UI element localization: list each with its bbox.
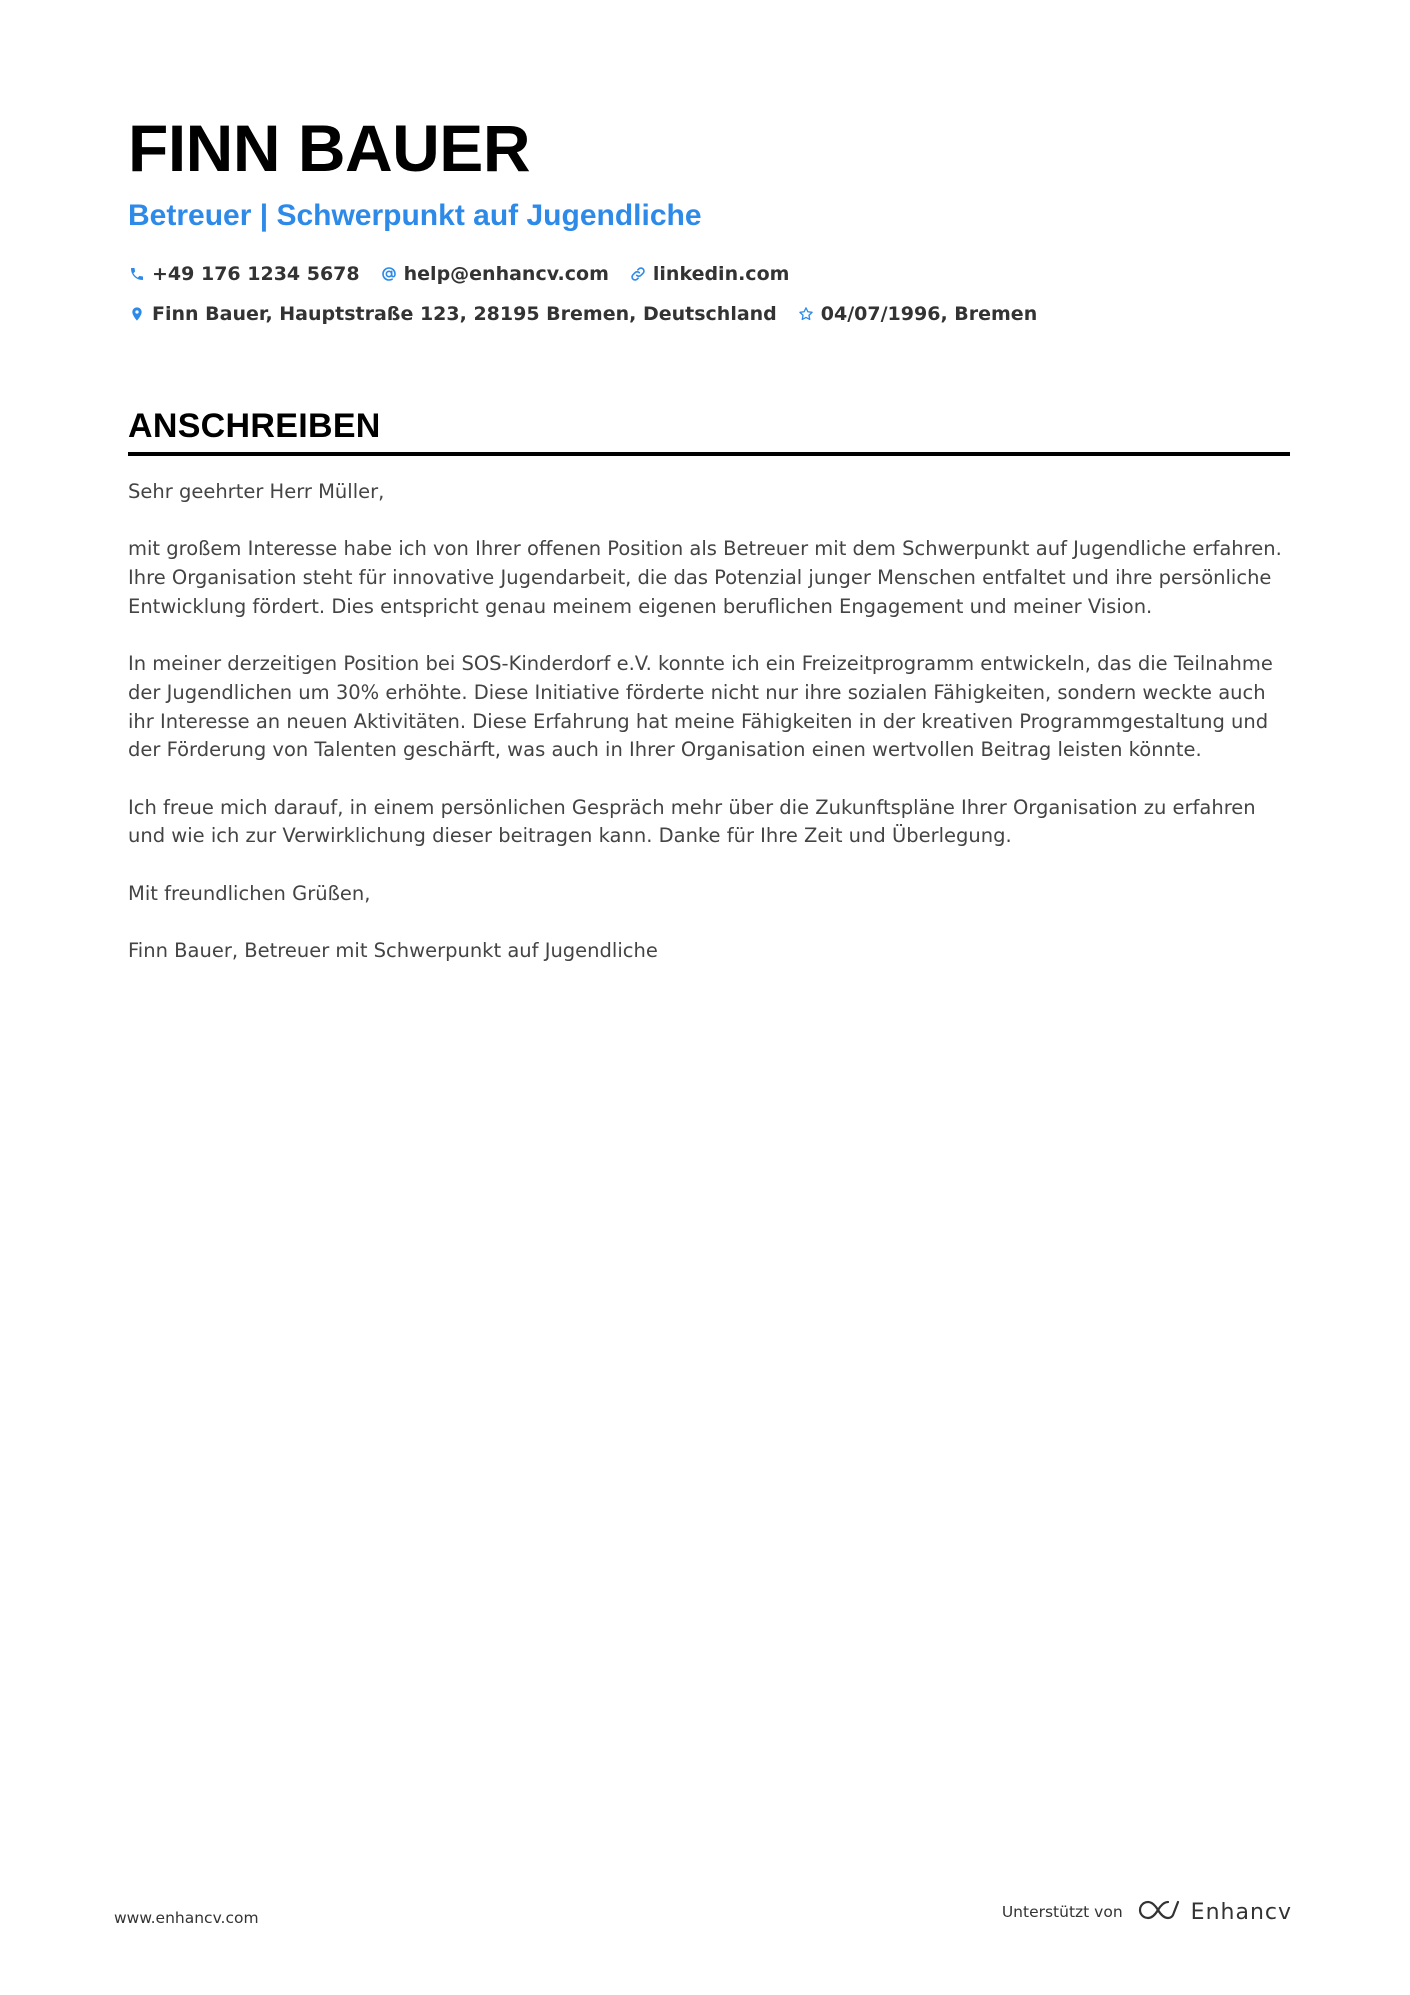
link-icon <box>629 265 647 283</box>
letter-paragraph-2: In meiner derzeitigen Position bei SOS-Kinderdorf e.V. konnte ich ein Freizeitprogramm entwickeln, das die Teilnahme der Jugendlichen um 30% erhöhte. Diese Initiative förderte nicht nur ihre sozialen Fähigkeiten, sondern weckte auch ihr Interesse an neuen Aktivitäten. Diese Erfahrung hat meine Fähigkeiten in der kreativen Programmgestaltung und der Förderung von Talenten geschärft, was auch in Ihrer Organisation einen wertvollen Beitrag leisten könnte. <box>128 652 1273 762</box>
phone-icon <box>128 265 146 283</box>
contact-linkedin <box>629 263 790 285</box>
contact-email <box>380 263 609 285</box>
enhancv-logo-icon <box>1135 1897 1191 1927</box>
letter-greeting: Sehr geehrter Herr Müller, <box>128 480 385 503</box>
birth-text: 04/07/1996, Bremen <box>820 303 1038 325</box>
phone-text: +49 176 1234 5678 <box>152 263 360 285</box>
linkedin-text[interactable]: linkedin.com <box>652 263 790 285</box>
brand-name: Enhancv <box>1190 1899 1292 1925</box>
at-icon <box>380 265 398 283</box>
cover-letter-section <box>128 404 1290 995</box>
footer <box>114 1892 1292 1932</box>
contact-info <box>128 254 1290 334</box>
letter-signature: Finn Bauer, Betreuer mit Schwerpunkt auf Jugendliche <box>128 939 658 963</box>
powered-by-label: Unterstützt von <box>1001 1903 1123 1921</box>
section-title: ANSCHREIBEN <box>128 407 381 445</box>
location-pin-icon <box>128 305 146 323</box>
section-divider <box>128 452 1290 456</box>
footer-brand <box>1002 1897 1292 1927</box>
candidate-name: FINN BAUER <box>128 111 530 185</box>
contact-phone <box>128 263 360 285</box>
contact-address <box>128 303 777 325</box>
header <box>128 108 1290 334</box>
email-text[interactable]: help@enhancv.com <box>403 263 609 285</box>
footer-url[interactable]: www.enhancv.com <box>114 1909 259 1927</box>
address-text: Finn Bauer, Hauptstraße 123, 28195 Bremen, Deutschland <box>152 303 777 325</box>
candidate-title: Betreuer | Schwerpunkt auf Jugendliche <box>128 199 702 232</box>
contact-row-1 <box>128 254 1290 294</box>
letter-body <box>128 478 1290 966</box>
letter-paragraph-1: mit großem Interesse habe ich von Ihrer offenen Position als Betreuer mit dem Schwerpunkt auf Jugendliche erfahren. Ihre Organisation steht für innovative Jugendarbeit, die das Potenzial junger Menschen entfaltet und ihre persönliche Entwicklung fördert. Dies entspricht genau meinem eigenen beruflichen Engagement und meiner Vision. <box>128 537 1282 618</box>
star-icon <box>797 305 815 323</box>
letter-closing: Mit freundlichen Grüßen, <box>128 881 371 905</box>
contact-birth <box>797 303 1037 325</box>
contact-row-2 <box>128 294 1290 334</box>
letter-paragraph-3: Ich freue mich darauf, in einem persönlichen Gespräch mehr über die Zukunftspläne Ihrer Organisation zu erfahren und wie ich zur Verwirklichung dieser beitragen kann. Danke für Ihre Zeit und Überlegung. <box>128 795 1256 848</box>
